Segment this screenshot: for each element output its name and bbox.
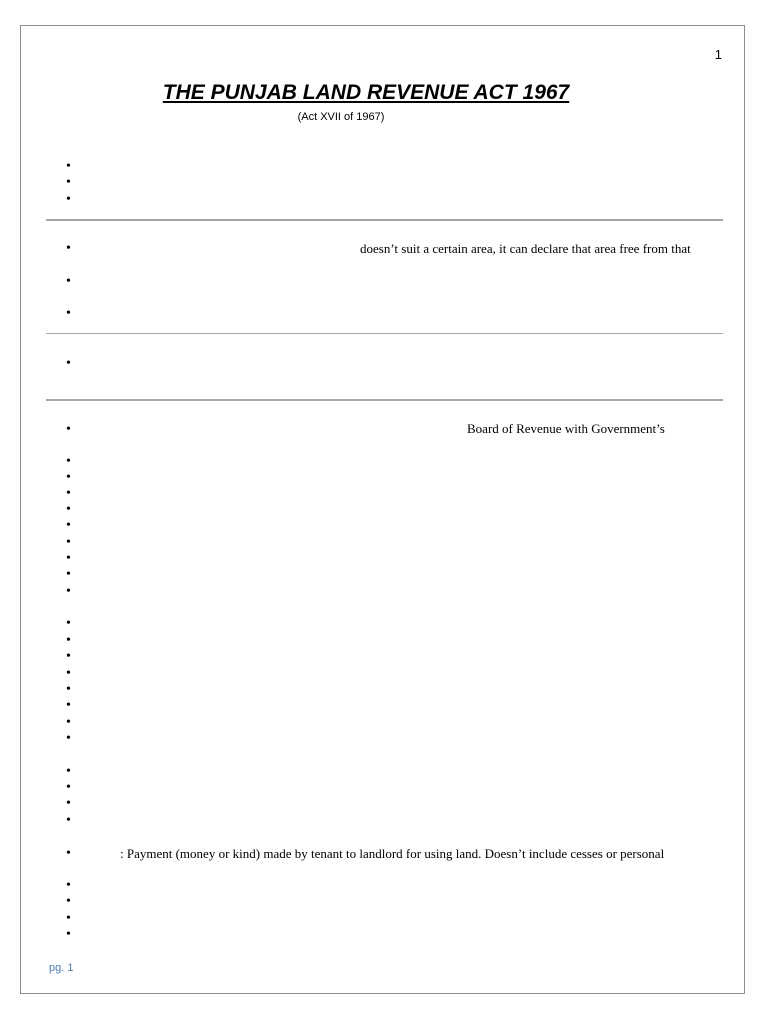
bullet-point: • [66, 616, 71, 631]
document-subtitle: (Act XVII of 1967) [297, 111, 385, 123]
document-page [20, 25, 745, 994]
bullet-point: • [66, 535, 71, 550]
bullet-point: • [66, 698, 71, 713]
bullet-point: • [66, 454, 71, 469]
bullet-point: • [66, 649, 71, 664]
bullet-point: • [66, 666, 71, 681]
bullet-point: • [66, 241, 71, 256]
bullet-point: • [66, 584, 71, 599]
bullet-point: • [66, 192, 71, 207]
bullet-point: • [66, 356, 71, 371]
bullet-point: • [66, 911, 71, 926]
bullet-point: • [66, 780, 71, 795]
bullet-point: • [66, 551, 71, 566]
bullet-point: • [66, 274, 71, 289]
page-footer: pg. 1 [49, 962, 74, 974]
document-title: THE PUNJAB LAND REVENUE ACT 1967 [162, 81, 570, 104]
text-line: Board of Revenue with Government’s [467, 421, 665, 436]
bullet-point: • [66, 486, 71, 501]
bullet-point: • [66, 682, 71, 697]
bullet-point: • [66, 813, 71, 828]
bullet-point: • [66, 567, 71, 582]
section-divider [46, 333, 723, 334]
bullet-point: • [66, 731, 71, 746]
bullet-point: • [66, 306, 71, 321]
page-number: 1 [714, 47, 722, 62]
bullet-point: • [66, 518, 71, 533]
bullet-point: • [66, 927, 71, 942]
bullet-point: • [66, 764, 71, 779]
bullet-point: • [66, 846, 71, 861]
bullet-point: • [66, 159, 71, 174]
section-divider [46, 219, 723, 221]
bullet-point: • [66, 422, 71, 437]
bullet-point: • [66, 878, 71, 893]
bullet-point: • [66, 502, 71, 517]
bullet-point: • [66, 894, 71, 909]
section-divider [46, 399, 723, 401]
bullet-point: • [66, 796, 71, 811]
bullet-point: • [66, 175, 71, 190]
bullet-point: • [66, 633, 71, 648]
bullet-point: • [66, 470, 71, 485]
bullet-point: • [66, 715, 71, 730]
text-line: : Payment (money or kind) made by tenant to landlord for using land. Doesn’t include cesses or personal [120, 846, 665, 861]
text-line: doesn’t suit a certain area, it can declare that area free from that [360, 241, 691, 256]
